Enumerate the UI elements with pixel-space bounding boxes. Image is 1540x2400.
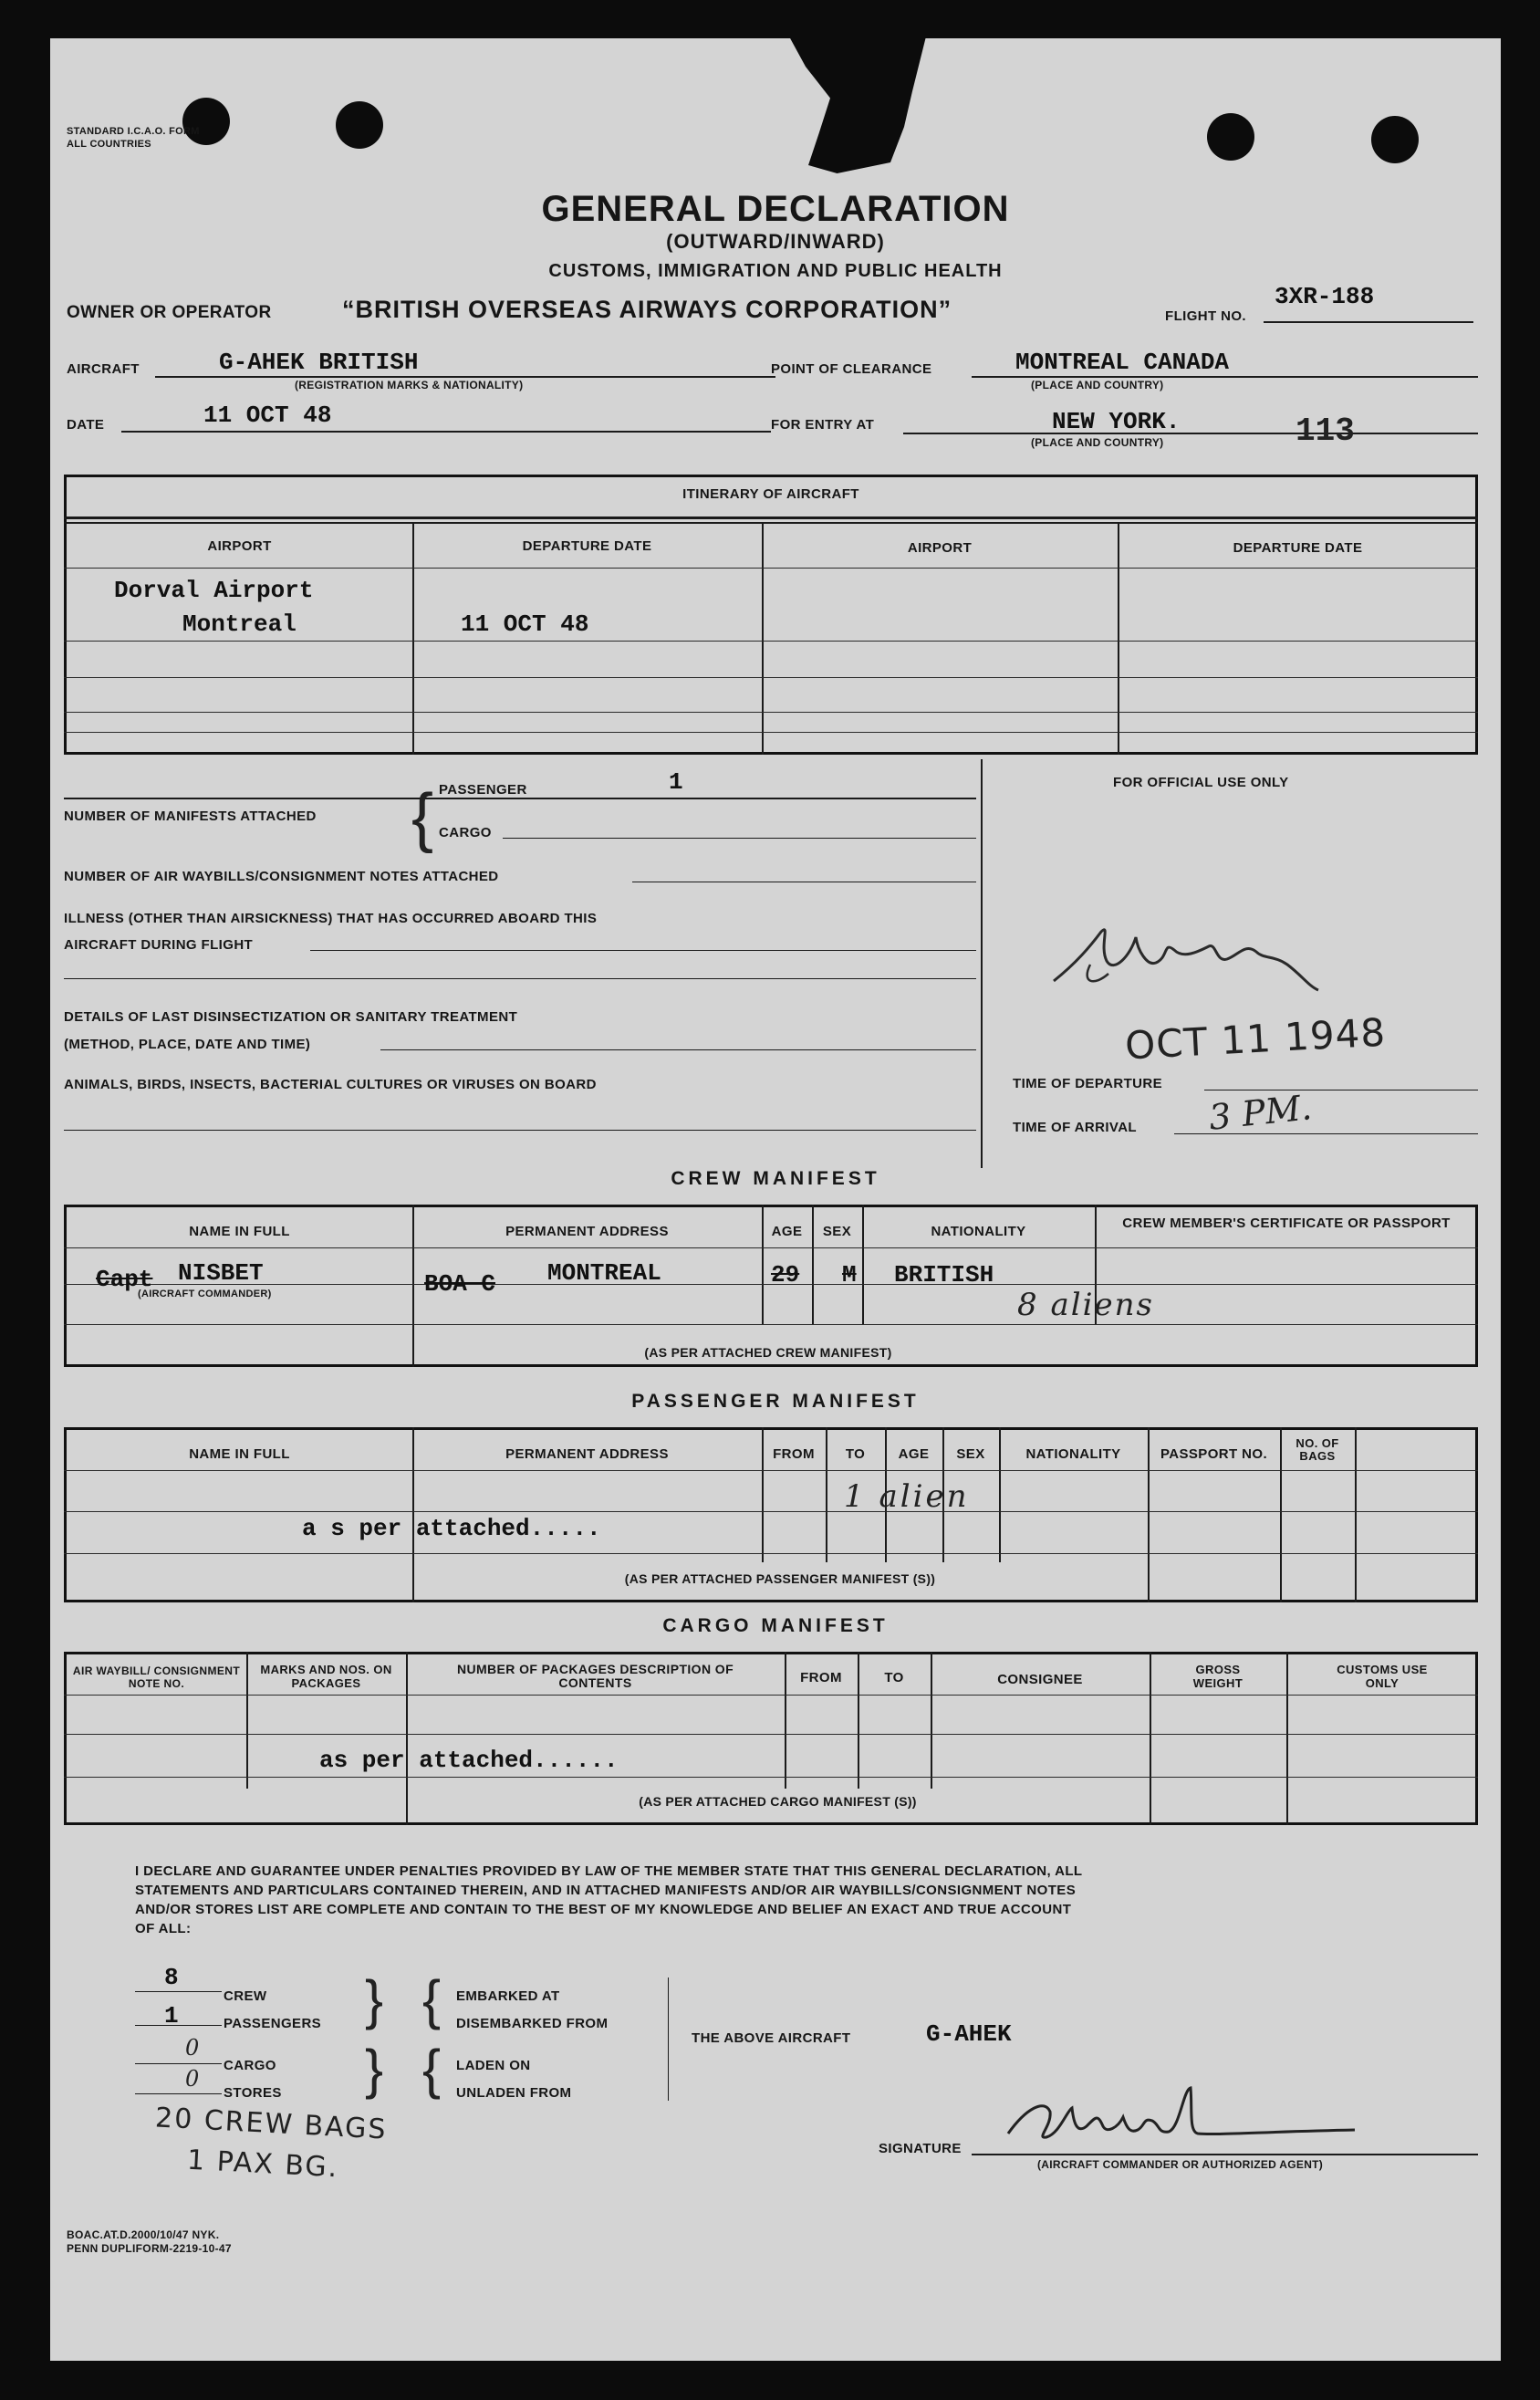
crew-sex: M	[842, 1261, 857, 1289]
clearance-sub: (PLACE AND COUNTRY)	[1031, 379, 1164, 391]
official-use-label: FOR OFFICIAL USE ONLY	[1113, 775, 1289, 790]
brace-right-2: }	[365, 2039, 384, 2100]
passenger-header-address: PERMANENT ADDRESS	[505, 1446, 669, 1462]
cargo-header-customs: CUSTOMS USE ONLY	[1337, 1663, 1428, 1690]
itinerary-header-airport-2: AIRPORT	[907, 540, 973, 556]
above-aircraft-value: G-AHEK	[926, 2020, 1012, 2048]
arrival-time-value: 3 PM.	[1207, 1087, 1314, 1138]
punch-hole-4	[1371, 116, 1419, 163]
flight-no-label: FLIGHT NO.	[1165, 308, 1246, 324]
itinerary-header-departure-1: DEPARTURE DATE	[522, 538, 652, 554]
itinerary-header-departure-2: DEPARTURE DATE	[1233, 540, 1363, 556]
passenger-entry: a s per attached.....	[302, 1515, 601, 1542]
itinerary-departure-date: 11 OCT 48	[461, 610, 589, 638]
manifests-label: NUMBER OF MANIFESTS ATTACHED	[64, 809, 317, 824]
aircraft-sublabel: (REGISTRATION MARKS & NATIONALITY)	[295, 379, 524, 391]
entry-sub: (PLACE AND COUNTRY)	[1031, 436, 1164, 449]
cargo-header-weight: GROSS WEIGHT	[1192, 1663, 1243, 1690]
crew-title: CREW MANIFEST	[50, 1168, 1501, 1190]
crew-count-label: CREW	[224, 1988, 267, 2004]
departure-time-label: TIME OF DEPARTURE	[1013, 1076, 1163, 1091]
commander-signature	[990, 2081, 1373, 2154]
cargo-title: CARGO MANIFEST	[662, 1615, 889, 1636]
clearance-label: POINT OF CLEARANCE	[771, 361, 932, 377]
crew-header-certificate: CREW MEMBER'S CERTIFICATE OR PASSPORT	[1122, 1216, 1451, 1231]
declaration-line-4: OF ALL:	[135, 1921, 192, 1936]
footer-line-2: PENN DUPLIFORM-2219-10-47	[67, 2242, 232, 2255]
passenger-header-from: FROM	[773, 1446, 815, 1462]
punch-hole-3	[1207, 113, 1254, 161]
clearance-value: MONTREAL CANADA	[1015, 349, 1230, 376]
declaration-sheet	[50, 38, 1501, 2361]
manifests-passenger-value: 1	[669, 768, 683, 796]
illness-label-1: ILLNESS (OTHER THAN AIRSICKNESS) THAT HAS OCCURRED ABOARD THIS	[64, 911, 598, 926]
passenger-header-name: NAME IN FULL	[189, 1446, 290, 1462]
unladen-from-label: UNLADEN FROM	[456, 2085, 572, 2101]
crew-header-age: AGE	[771, 1224, 803, 1239]
passenger-header-passport: PASSPORT NO.	[1160, 1446, 1268, 1462]
itinerary-header-airport-1: AIRPORT	[207, 538, 272, 554]
official-signature	[1035, 910, 1346, 1019]
stores-count: 0	[185, 2066, 200, 2092]
punch-hole-2	[336, 101, 383, 149]
itinerary-airport-line1: Dorval Airport	[114, 577, 314, 604]
page-subtitle2: CUSTOMS, IMMIGRATION AND PUBLIC HEALTH	[548, 261, 1003, 281]
official-date-stamp: OCT 11 1948	[1123, 1009, 1388, 1069]
crew-footnote: (AS PER ATTACHED CREW MANIFEST)	[644, 1345, 892, 1360]
stores-count-label: STORES	[224, 2085, 282, 2101]
entry-value: NEW YORK.	[1052, 408, 1181, 435]
cargo-footnote: (AS PER ATTACHED CARGO MANIFEST (S))	[639, 1794, 917, 1809]
passengers-count-label: PASSENGERS	[224, 2016, 322, 2031]
declaration-line-2: STATEMENTS AND PARTICULARS CONTAINED THEREIN, AND IN ATTACHED MANIFESTS AND/OR AIR WAYBILLS/CONSIGNMENT NOTES	[135, 1883, 1077, 1898]
brace-left-2: {	[422, 2039, 442, 2100]
passenger-header-sex: SEX	[956, 1446, 985, 1462]
manifests-brace: {	[411, 781, 434, 854]
cargo-count: 0	[185, 2035, 200, 2061]
waybills-label: NUMBER OF AIR WAYBILLS/CONSIGNMENT NOTES ATTACHED	[64, 869, 499, 884]
entry-label: FOR ENTRY AT	[771, 417, 875, 433]
page-subtitle: (OUTWARD/INWARD)	[666, 230, 885, 253]
crew-header-address: PERMANENT ADDRESS	[505, 1224, 669, 1239]
disembarked-from-label: DISEMBARKED FROM	[456, 2016, 609, 2031]
crew-count: 8	[164, 1964, 179, 1991]
flight-no-value: 3XR-188	[1275, 283, 1375, 310]
declaration-line-1: I DECLARE AND GUARANTEE UNDER PENALTIES PROVIDED BY LAW OF THE MEMBER STATE THAT THIS GENERAL DECLARATION, ALL	[135, 1863, 1083, 1879]
operator-label: OWNER OR OPERATOR	[67, 303, 272, 322]
passenger-footnote: (AS PER ATTACHED PASSENGER MANIFEST (S))	[624, 1571, 936, 1586]
cargo-header-from: FROM	[800, 1670, 842, 1685]
crew-nationality: BRITISH	[894, 1261, 994, 1289]
crew-header-name: NAME IN FULL	[189, 1224, 290, 1239]
signature-sublabel: (AIRCRAFT COMMANDER OR AUTHORIZED AGENT)	[1037, 2158, 1324, 2171]
date-label: DATE	[67, 417, 105, 433]
punch-hole-1	[182, 98, 230, 145]
animals-label: ANIMALS, BIRDS, INSECTS, BACTERIAL CULTURES OR VIRUSES ON BOARD	[64, 1077, 597, 1092]
illness-label-2: AIRCRAFT DURING FLIGHT	[64, 937, 254, 953]
form-standard-line1: STANDARD I.C.A.O. FORM	[67, 126, 200, 137]
passenger-header-nationality: NATIONALITY	[1025, 1446, 1121, 1462]
passenger-header-age: AGE	[898, 1446, 930, 1462]
cargo-header-waybill: AIR WAYBILL/ CONSIGNMENT NOTE NO.	[72, 1664, 241, 1690]
passenger-header-bags: NO. OF BAGS	[1295, 1436, 1339, 1463]
crew-name: NISBET	[178, 1259, 264, 1287]
crew-aliens-note: 8 aliens	[1017, 1287, 1154, 1323]
cargo-header-consignee: CONSIGNEE	[997, 1672, 1083, 1687]
cargo-count-label: CARGO	[224, 2058, 276, 2073]
form-standard-line2: ALL COUNTRIES	[67, 139, 151, 150]
paper-tear	[789, 37, 926, 173]
itinerary-title: ITINERARY OF AIRCRAFT	[682, 486, 859, 502]
passenger-alien-note: 1 alien	[844, 1478, 970, 1515]
operator-value: “BRITISH OVERSEAS AIRWAYS CORPORATION”	[342, 296, 952, 323]
cargo-header-marks: MARKS AND NOS. ON PACKAGES	[260, 1663, 392, 1690]
date-value: 11 OCT 48	[203, 402, 332, 429]
declaration-line-3: AND/OR STORES LIST ARE COMPLETE AND CONTAIN TO THE BEST OF MY KNOWLEDGE AND BELIEF AN EXACT AND TRUE ACCOUNT	[135, 1902, 1072, 1917]
cargo-header-to: TO	[884, 1670, 904, 1685]
crew-name-prefix: Capt	[96, 1266, 153, 1293]
itinerary-airport-line2: Montreal	[182, 610, 297, 638]
disinsect-label-2: (METHOD, PLACE, DATE AND TIME)	[64, 1037, 311, 1052]
passenger-header-to: TO	[845, 1446, 866, 1462]
aircraft-value: G-AHEK BRITISH	[219, 349, 419, 376]
crew-header-nationality: NATIONALITY	[931, 1224, 1026, 1239]
aircraft-label: AIRCRAFT	[67, 361, 140, 377]
footer-line-1: BOAC.AT.D.2000/10/47 NYK.	[67, 2228, 220, 2241]
page-title: GENERAL DECLARATION	[541, 189, 1010, 229]
arrival-time-label: TIME OF ARRIVAL	[1013, 1120, 1137, 1135]
document-number: 113	[1295, 412, 1355, 450]
manifests-cargo-label: CARGO	[439, 825, 492, 840]
crew-age: 29	[771, 1261, 800, 1289]
handwritten-crew-bags: 20 CREW BAGS	[154, 2102, 389, 2146]
cargo-entry: as per attached......	[319, 1747, 619, 1774]
handwritten-pax-bag: 1 PAX BG.	[186, 2144, 340, 2185]
brace-right-1: }	[365, 1969, 384, 2030]
embarked-at-label: EMBARKED AT	[456, 1988, 560, 2004]
manifests-passenger-label: PASSENGER	[439, 782, 527, 798]
crew-commander-label: (AIRCRAFT COMMANDER)	[138, 1289, 272, 1299]
signature-label: SIGNATURE	[879, 2141, 962, 2156]
cargo-header-description: NUMBER OF PACKAGES DESCRIPTION OF CONTENTS	[456, 1662, 734, 1690]
disinsect-label-1: DETAILS OF LAST DISINSECTIZATION OR SANITARY TREATMENT	[64, 1009, 518, 1025]
above-aircraft-label: THE ABOVE AIRCRAFT	[692, 2030, 851, 2046]
brace-left-1: {	[422, 1969, 442, 2030]
passengers-count: 1	[164, 2002, 179, 2030]
crew-header-sex: SEX	[822, 1224, 852, 1239]
laden-on-label: LADEN ON	[456, 2058, 531, 2073]
crew-address: MONTREAL	[547, 1259, 661, 1287]
passenger-title: PASSENGER MANIFEST	[631, 1391, 920, 1412]
crew-address-struck: BOA C	[424, 1270, 496, 1298]
